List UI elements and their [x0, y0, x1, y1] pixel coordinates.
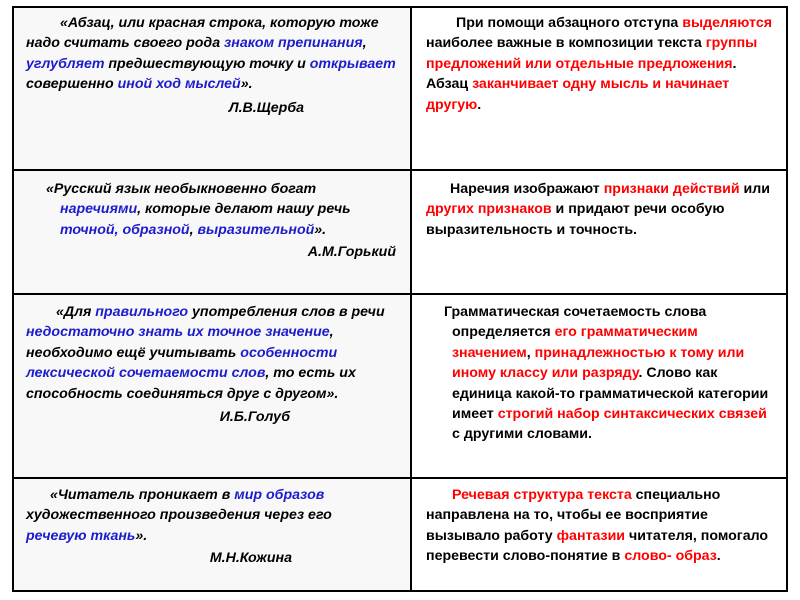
comment-cell — [411, 7, 787, 170]
highlight-blue: углубляет — [26, 55, 105, 72]
text-segment: художественного произведения через его — [26, 507, 332, 524]
text-segment: . Слово как единица какой-то грамматической категории имеет — [452, 365, 769, 423]
quote-cell — [13, 294, 411, 478]
highlight-blue: особенности лексической сочетаемости слов — [26, 344, 338, 382]
quote-text — [26, 302, 396, 404]
comment-text — [426, 179, 774, 240]
text-segment: «Русский язык необыкновенно богат — [46, 181, 317, 197]
highlight-red: заканчивает одну мысль и начинает другую — [426, 76, 730, 113]
text-segment: «Для — [56, 304, 96, 320]
table-row — [13, 294, 787, 478]
text-segment: или — [739, 181, 770, 197]
text-segment: , — [189, 221, 198, 238]
text-segment: «Абзац, или красная строка, которую тоже надо считать своего рода — [26, 15, 379, 52]
highlight-red: других признаков — [426, 201, 552, 218]
highlight-red: фантазии — [556, 527, 626, 544]
highlight-blue: открывает — [309, 55, 396, 72]
highlight-blue: точной, образной — [60, 221, 190, 238]
quote-cell — [13, 170, 411, 294]
quote-cell — [13, 7, 411, 170]
text-segment: ». — [314, 221, 327, 238]
text-segment: , которые делают нашу речь — [137, 201, 351, 218]
table-row — [13, 478, 787, 591]
quote-author: Л.В.Щерба — [228, 99, 304, 116]
highlight-blue: правильного — [95, 304, 189, 320]
text-segment: , то есть их способность соединяться друг с другом». — [26, 365, 356, 402]
text-segment: с другими словами. — [452, 426, 592, 443]
quote-cell — [13, 478, 411, 591]
text-segment: . Абзац — [426, 55, 737, 93]
comment-text — [444, 302, 774, 445]
text-segment: ». — [135, 527, 148, 544]
highlight-red: признаки действий — [603, 181, 740, 197]
quote-text — [46, 179, 396, 240]
comment-cell — [411, 170, 787, 294]
text-segment: . — [477, 96, 482, 113]
text-segment: предшествующую точку и — [104, 55, 310, 72]
highlight-red: Речевая структура текста — [452, 487, 632, 503]
text-segment: , необходимо ещё учитывать — [26, 324, 334, 361]
text-segment: , — [362, 35, 367, 52]
comment-cell — [411, 294, 787, 478]
quote-author: И.Б.Голуб — [219, 409, 290, 426]
quote-text — [26, 13, 396, 95]
highlight-red: слово- образ — [624, 548, 717, 565]
quote-author: М.Н.Кожина — [209, 550, 292, 567]
table-row — [13, 170, 787, 294]
comment-text — [426, 13, 774, 115]
highlight-blue: недостаточно знать их точное значение — [26, 324, 330, 341]
table-row — [13, 7, 787, 170]
highlight-red: его грамматическим значением — [452, 324, 698, 361]
comment-cell — [411, 478, 787, 591]
text-segment: Грамматическая сочетаемость слова определяется — [444, 304, 707, 341]
text-segment: ». — [240, 76, 253, 93]
highlight-blue: выразительной — [197, 221, 315, 238]
quotes-table — [12, 6, 788, 592]
highlight-blue: речевую ткань — [26, 527, 136, 544]
text-segment: читателя, помогало перевести слово-понятие в — [426, 527, 769, 565]
highlight-blue: иной ход мыслей — [117, 76, 241, 93]
text-segment: употребления слов в речи — [188, 304, 385, 320]
quote-author: А.М.Горький — [307, 244, 396, 261]
highlight-red: выделяются — [682, 15, 772, 31]
text-segment: специально направлена на то, чтобы ее восприятие вызывало работу — [426, 487, 721, 544]
highlight-red: строгий набор синтаксических связей — [497, 406, 767, 423]
text-segment: . — [716, 548, 721, 565]
comment-text — [426, 485, 774, 567]
highlight-blue: наречиями — [60, 201, 138, 218]
text-segment: наиболее важные в композиции текста — [426, 35, 706, 52]
text-segment: Наречия изображают — [450, 181, 604, 197]
highlight-blue: знаком препинания — [224, 35, 363, 52]
highlight-red: принадлежностью к тому или иному классу или разряду — [452, 344, 745, 382]
text-segment: , — [526, 344, 535, 361]
text-segment: «Читатель проникает в — [50, 487, 235, 503]
text-segment: совершенно — [26, 76, 118, 93]
quote-text — [26, 485, 396, 546]
text-segment: и придают речи особую выразительность и точность. — [426, 201, 725, 238]
highlight-red: группы предложений или отдельные предложения — [426, 35, 758, 72]
text-segment: При помощи абзацного отступа — [456, 15, 683, 31]
highlight-blue: мир образов — [234, 487, 325, 503]
